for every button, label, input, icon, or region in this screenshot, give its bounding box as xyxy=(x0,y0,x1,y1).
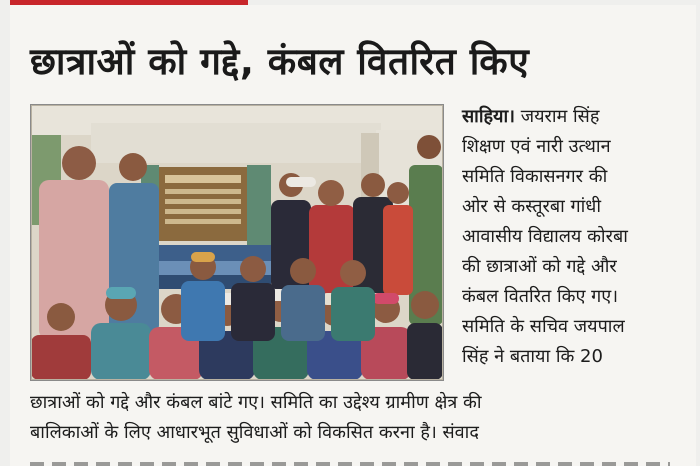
column-line-2: शिक्षण एवं नारी उत्थान xyxy=(462,136,611,157)
column-line-9: सिंह ने बताया कि 20 xyxy=(462,346,603,367)
column-line-5: आवासीय विद्यालय कोरबा xyxy=(462,226,628,247)
article-photo xyxy=(30,104,444,381)
column-line-1-text: जयराम सिंह xyxy=(520,106,600,127)
article-dateline: साहिया। xyxy=(462,106,515,127)
column-line-3: समिति विकासनगर की xyxy=(462,166,608,187)
column-line-7: कंबल वितरित किए गए। xyxy=(462,286,619,307)
full-line-2: बालिकाओं के लिए आधारभूत सुविधाओं को विकसित करना है। संवाद xyxy=(30,422,479,443)
full-line-1: छात्राओं को गद्दे और कंबल बांटे गए। समिति का उद्देश्य ग्रामीण क्षेत्र की xyxy=(30,392,482,413)
article-headline: छात्राओं को गद्दे, कंबल वितरित किए xyxy=(30,40,530,83)
group-photo-illustration xyxy=(31,105,443,380)
column-line-1 xyxy=(462,102,692,132)
article-full-width-text xyxy=(30,388,690,448)
column-line-6: की छात्राओं को गद्दे और xyxy=(462,256,617,277)
article-column-text xyxy=(462,102,692,372)
column-line-4: ओर से कस्तूरबा गांधी xyxy=(462,196,602,217)
clipped-next-line xyxy=(30,452,670,466)
column-line-8: समिति के सचिव जयपाल xyxy=(462,316,625,337)
